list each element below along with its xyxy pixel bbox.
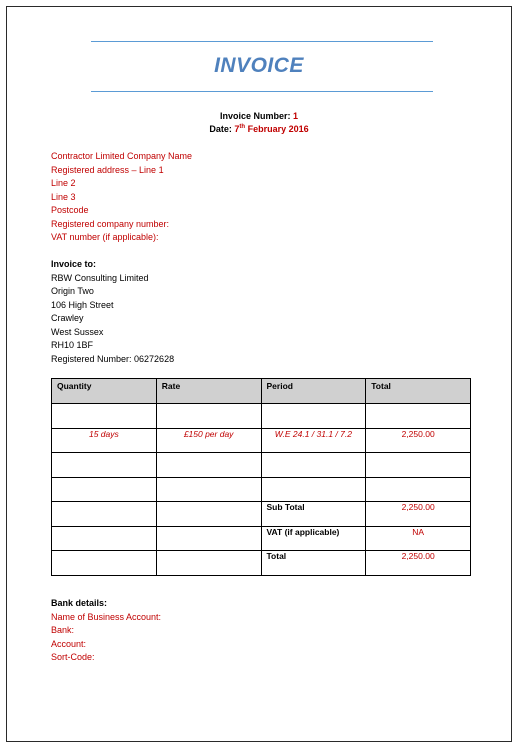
contractor-line: Registered address – Line 1 [51, 164, 164, 175]
contractor-line: Line 3 [51, 191, 76, 202]
date-rest: February 2016 [247, 124, 309, 134]
table-row [52, 453, 471, 478]
invoice-number-line [7, 111, 511, 121]
invoice-to-line: 106 High Street [51, 299, 114, 310]
invoice-to-block [51, 258, 174, 366]
total-value: 2,250.00 [366, 551, 471, 576]
date-suffix: th [239, 124, 246, 130]
row-total: 2,250.00 [366, 428, 471, 453]
total-label: Total [261, 551, 366, 576]
contractor-line: Postcode [51, 205, 89, 215]
invoice-title: INVOICE [214, 54, 304, 77]
invoice-number-value: 1 [293, 111, 299, 121]
bottom-rule [91, 91, 433, 92]
bank-line: Bank: [51, 625, 75, 635]
contractor-line: VAT number (if applicable): [51, 232, 159, 242]
invoice-page [6, 6, 512, 742]
bank-line: Name of Business Account: [51, 611, 162, 622]
bank-block [51, 597, 161, 665]
header-rate: Rate [156, 379, 261, 404]
subtotal-label: Sub Total [261, 502, 366, 527]
contractor-block [51, 150, 192, 245]
total-row [52, 551, 471, 576]
row-period: W.E 24.1 / 31.1 / 7.2 [261, 428, 366, 453]
invoice-to-line: RBW Consulting Limited [51, 272, 149, 283]
row-quantity: 15 days [52, 428, 157, 453]
invoice-items-table [51, 378, 471, 576]
table-row [52, 428, 471, 453]
invoice-to-line: Origin Two [51, 286, 94, 296]
contractor-line: Line 2 [51, 178, 76, 188]
table-row [52, 404, 471, 429]
subtotal-row [52, 502, 471, 527]
subtotal-value: 2,250.00 [366, 502, 471, 527]
contractor-line: Contractor Limited Company Name [51, 151, 193, 161]
invoice-to-line: Crawley [51, 313, 84, 323]
date-day: 7 [234, 124, 240, 134]
invoice-to-heading: Invoice to: [51, 259, 97, 269]
contractor-line: Registered company number: [51, 218, 170, 229]
date-label: Date: [209, 124, 232, 134]
invoice-number-label: Invoice Number: [219, 111, 291, 121]
date-line [7, 124, 511, 134]
table-row [52, 477, 471, 502]
invoice-to-line: RH10 1BF [51, 340, 94, 350]
bank-heading: Bank details: [51, 598, 108, 608]
invoice-to-line: West Sussex [51, 326, 104, 337]
vat-label: VAT (if applicable) [261, 526, 366, 551]
header-quantity: Quantity [52, 379, 157, 404]
header-period: Period [261, 379, 366, 404]
bank-line: Account: [51, 638, 87, 649]
header-total: Total [366, 379, 471, 404]
row-rate: £150 per day [156, 428, 261, 453]
vat-row [52, 526, 471, 551]
top-rule [91, 41, 433, 42]
bank-line: Sort-Code: [51, 652, 95, 662]
table-header-row [52, 379, 471, 404]
invoice-to-line: Registered Number: 06272628 [51, 353, 175, 364]
vat-value: NA [366, 526, 471, 551]
